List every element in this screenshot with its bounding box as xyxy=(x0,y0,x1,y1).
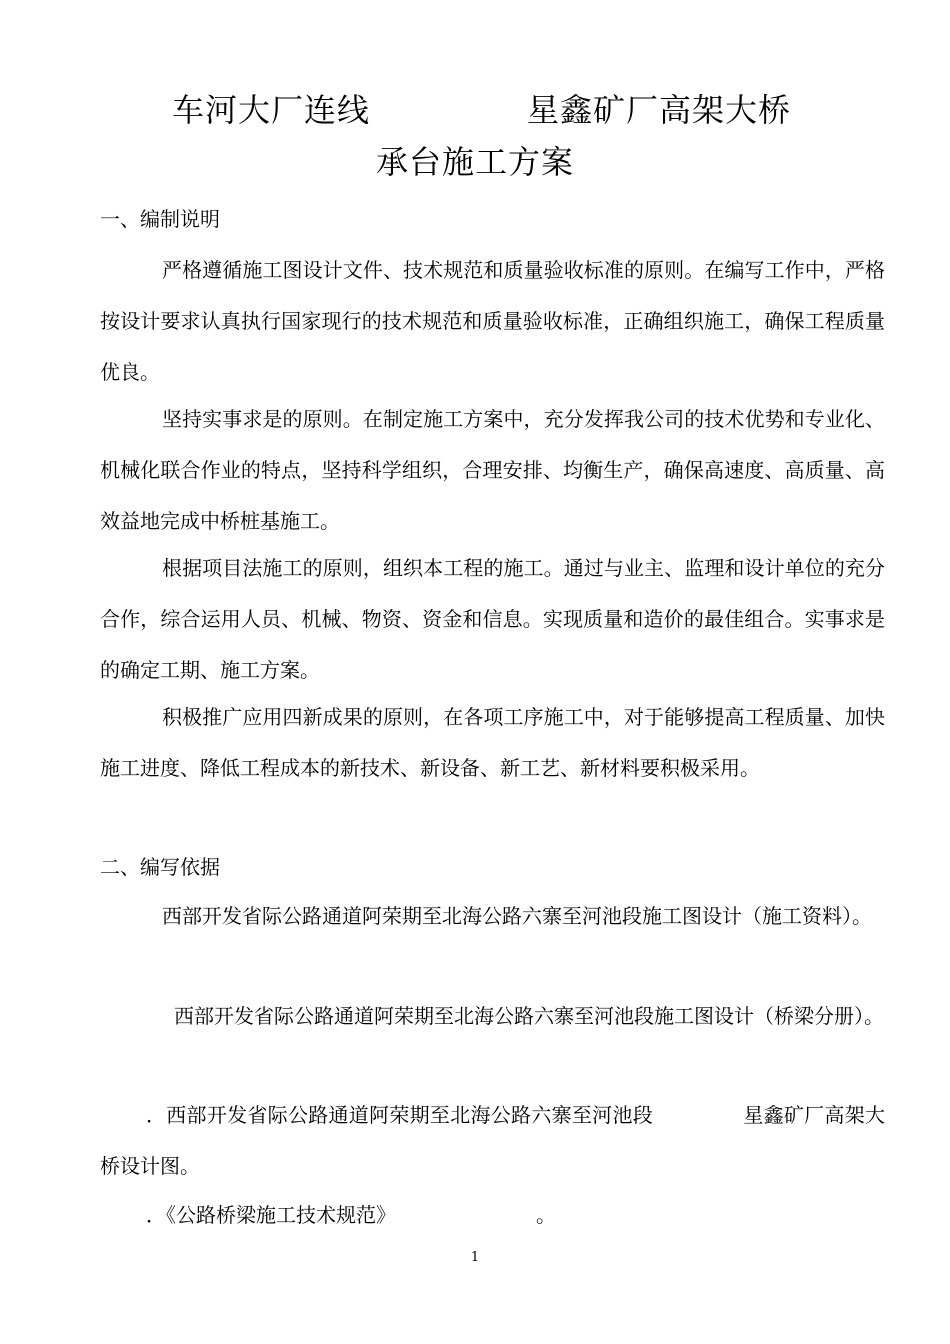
section2-item-3-part1: ．西部开发省际公路通道阿荣期至北海公路六寨至河池段 xyxy=(146,1103,654,1127)
title-line2: 承台施工方案 xyxy=(375,143,574,181)
page-number: 1 xyxy=(470,1250,480,1265)
section1-paragraph-4: 积极推广应用四新成果的原则，在各项工序施工中，对于能够提高工程质量、加快施工进度、降低工程成本的新技术、新设备、新工艺、新材料要积极采用。 xyxy=(100,705,885,780)
section2-item-4-part1: ．《公路桥梁施工技术规范》 xyxy=(146,1203,396,1227)
section2-item-4 xyxy=(100,1190,885,1241)
title-line1-part2: 星鑫矿厂高架大桥 xyxy=(527,91,792,129)
section2-item-3 xyxy=(100,1090,885,1192)
title-line1-part1: 车河大厂连线 xyxy=(172,91,371,129)
section2-item-4-part2: 。 xyxy=(536,1203,556,1227)
section2-item-2: 西部开发省际公路通道阿荣期至北海公路六寨至河池段施工图设计（桥梁分册）。 xyxy=(174,1004,884,1028)
section2-item-3-part2: 星鑫矿厂高架大桥设计图。 xyxy=(100,1103,885,1178)
section1-paragraph-2: 坚持实事求是的原则。在制定施工方案中，充分发挥我公司的技术优势和专业化、机械化联合作业的特点，坚持科学组织，合理安排、均衡生产，确保高速度、高质量、高效益地完成中桥桩基施工。 xyxy=(100,407,885,533)
section1-paragraph-1: 严格遵循施工图设计文件、技术规范和质量验收标准的原则。在编写工作中，严格按设计要求认真执行国家现行的技术规范和质量验收标准，正确组织施工，确保工程质量优良。 xyxy=(100,258,885,384)
section1-heading: 一、编制说明 xyxy=(100,207,220,231)
section1-paragraph-3: 根据项目法施工的原则，组织本工程的施工。通过与业主、监理和设计单位的充分合作，综合运用人员、机械、物资、资金和信息。实现质量和造价的最佳组合。实事求是的确定工期、施工方案。 xyxy=(100,556,885,682)
section2-heading: 二、编写依据 xyxy=(100,855,220,879)
section2-item-1: 西部开发省际公路通道阿荣期至北海公路六寨至河池段施工图设计（施工资料）。 xyxy=(162,904,872,928)
